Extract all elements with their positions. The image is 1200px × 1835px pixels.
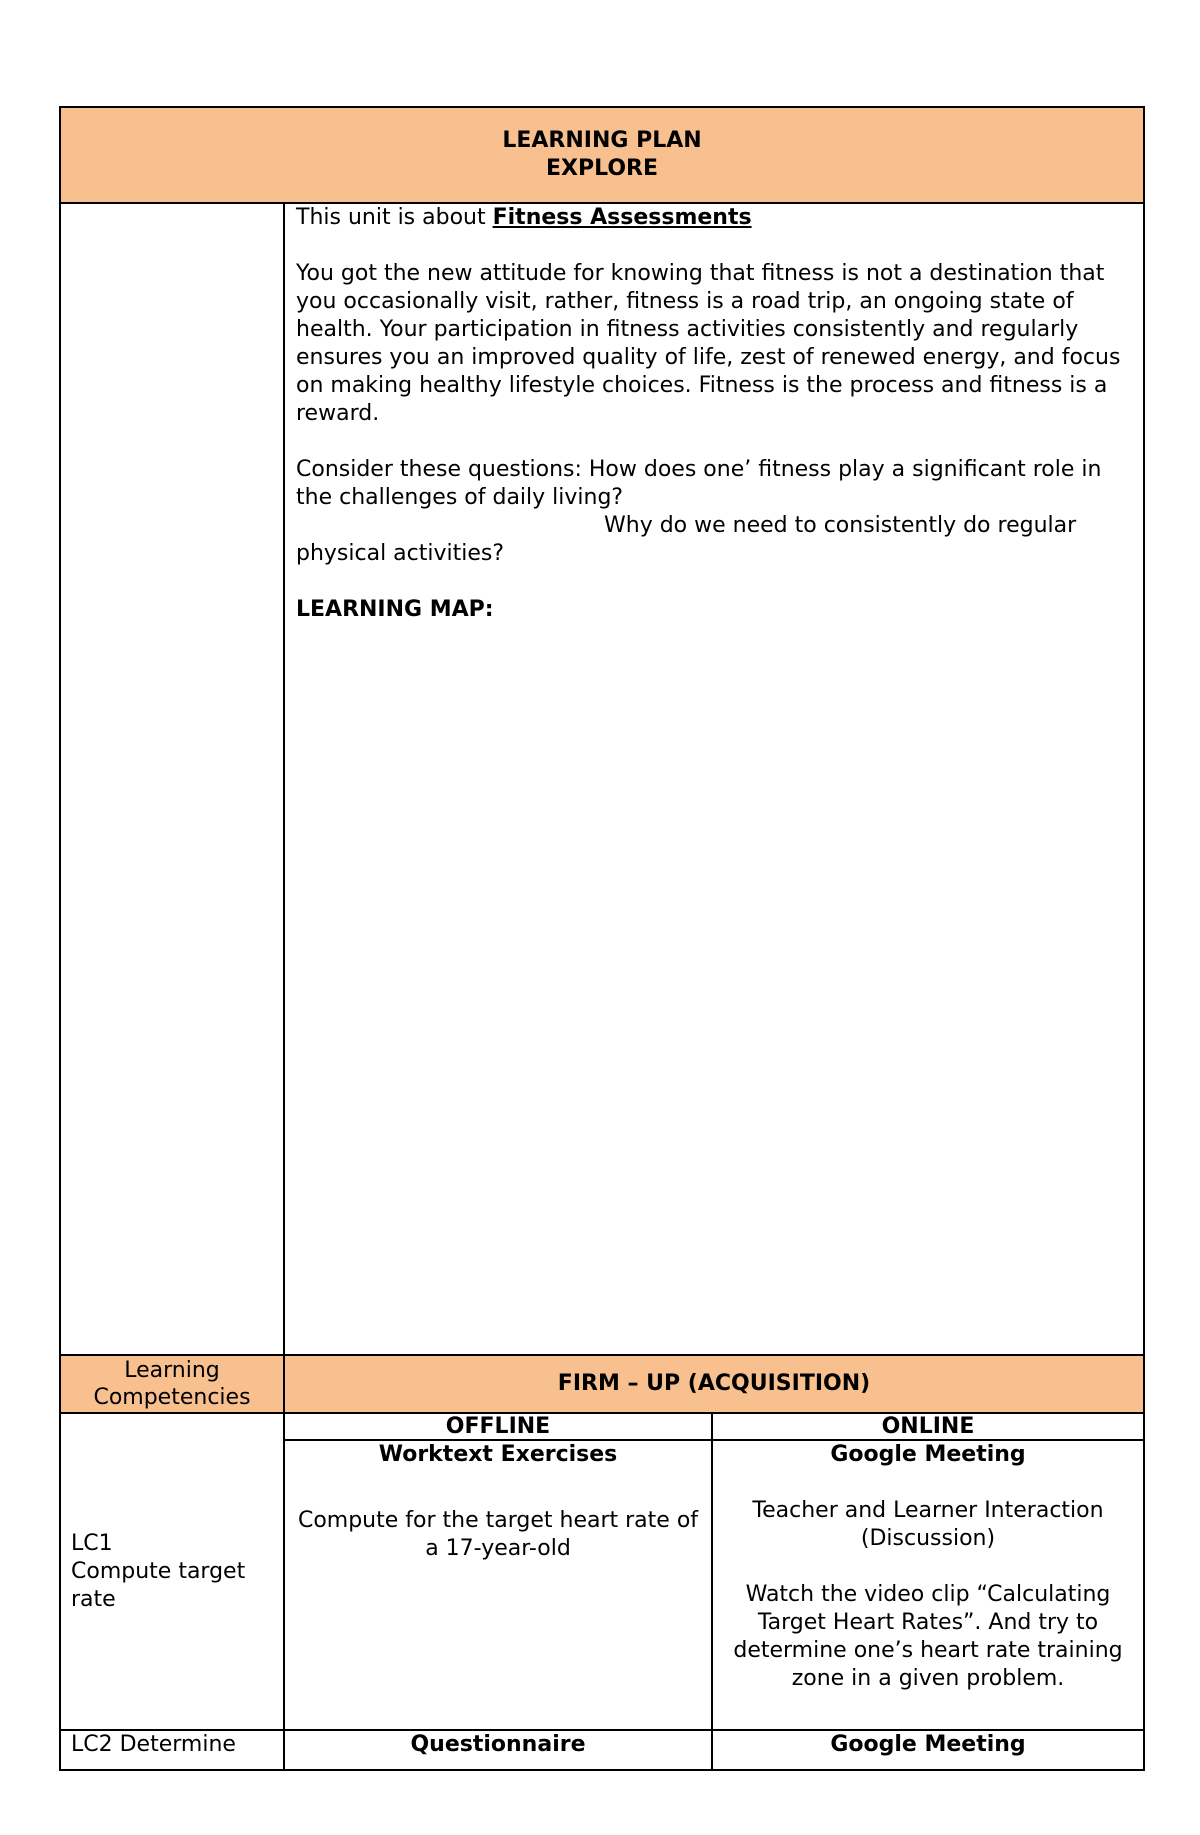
explore-row bbox=[60, 203, 1144, 1355]
lc2-online-title: Google Meeting bbox=[712, 1730, 1144, 1770]
explore-paragraph: You got the new attitude for knowing that fitness is not a destination that you occasionally visit, rather, fitness is a road trip, an ongoing state of health. Your participation in fitness activities consistently and regularly ensures you an improved quality of life, zest of renewed energy, and focus on making healthy lifestyle choices. Fitness is the process and fitness is a reward. bbox=[296, 261, 1121, 426]
question-1: Consider these questions: How does one’ fitness play a significant role in the challenges of daily living? bbox=[296, 457, 1102, 510]
question-2-part2: physical activities? bbox=[296, 541, 505, 566]
firm-up-title: FIRM – UP (ACQUISITION) bbox=[284, 1355, 1144, 1413]
lc2-offline-title: Questionnaire bbox=[284, 1730, 712, 1770]
learning-map-label: LEARNING MAP: bbox=[296, 597, 494, 622]
unit-intro bbox=[296, 204, 1133, 232]
unit-name: Fitness Assessments bbox=[492, 205, 752, 230]
learning-plan-header bbox=[60, 107, 1144, 203]
learning-competencies-header: Learning Competencies bbox=[60, 1355, 284, 1413]
lc1-online-cell bbox=[712, 1440, 1144, 1730]
lc2-cell: LC2 Determine bbox=[60, 1730, 284, 1770]
explore-left-cell bbox=[60, 203, 284, 1355]
header-title-line1: LEARNING PLAN bbox=[502, 128, 702, 153]
learning-plan-table bbox=[59, 106, 1145, 1771]
lc1-online-text1: Teacher and Learner Interaction (Discussion) bbox=[752, 1498, 1104, 1551]
unit-prefix: This unit is about bbox=[296, 205, 493, 230]
lc1-online-title: Google Meeting bbox=[830, 1442, 1026, 1467]
question-2-part1: Why do we need to consistently do regular bbox=[604, 513, 1077, 538]
header-title-line2: EXPLORE bbox=[545, 156, 659, 181]
lc1-offline-title: Worktext Exercises bbox=[378, 1442, 618, 1467]
lc2-row bbox=[60, 1730, 1144, 1770]
mode-header-row bbox=[60, 1413, 1144, 1440]
offline-header: OFFLINE bbox=[284, 1413, 712, 1440]
explore-content-cell bbox=[284, 203, 1144, 1355]
lc1-offline-text: Compute for the target heart rate of a 17-year-old bbox=[297, 1508, 699, 1561]
header-row bbox=[60, 107, 1144, 203]
lc1-offline-cell bbox=[284, 1440, 712, 1730]
lc1-online-text2: Watch the video clip “Calculating Target Heart Rates”. And try to determine one’s heart rate training zone in a given problem. bbox=[733, 1582, 1123, 1691]
firm-up-header-row bbox=[60, 1355, 1144, 1413]
lc1-cell bbox=[60, 1413, 284, 1730]
online-header: ONLINE bbox=[712, 1413, 1144, 1440]
lc1-description: Compute target rate bbox=[71, 1558, 246, 1612]
lc1-code: LC1 bbox=[71, 1530, 113, 1556]
